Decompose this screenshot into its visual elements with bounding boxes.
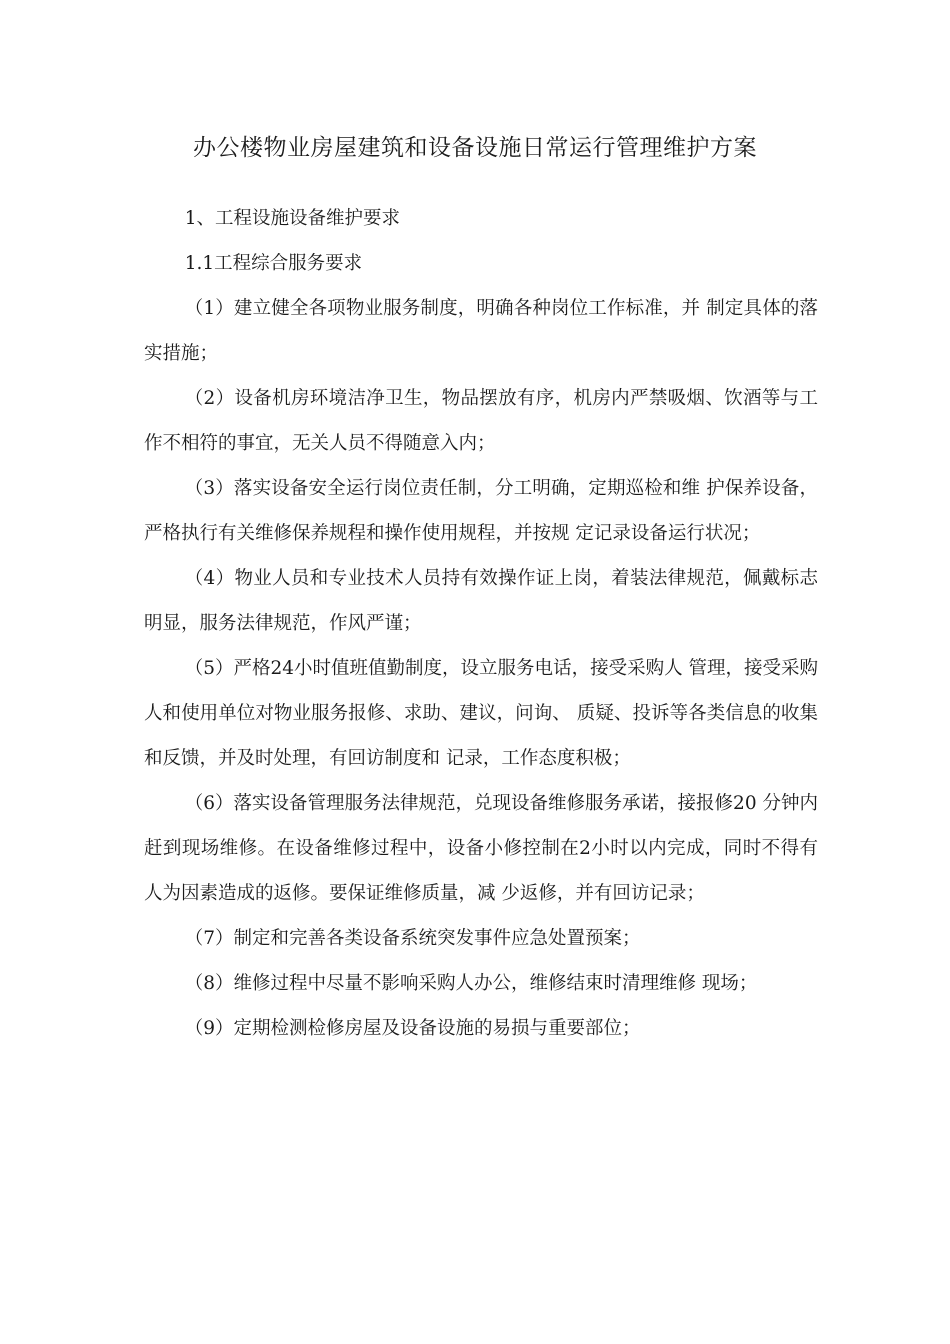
- section-heading: 1、工程设施设备维护要求: [184, 208, 400, 229]
- list-item: （1）建立健全各项物业服务制度，明确各种岗位工作标准，并 制定具体的落实措施；: [144, 298, 818, 364]
- list-item: （7）制定和完善各类设备系统突发事件应急处置预案；: [184, 928, 641, 949]
- list-item: （3）落实设备安全运行岗位责任制，分工明确，定期巡检和维 护保养设备，严格执行有关维修保养规程和操作使用规程，并按规 定记录设备运行状况；: [144, 478, 818, 544]
- list-item: （6）落实设备管理服务法律规范，兑现设备维修服务承诺，接报修20 分钟内赶到现场维修。在设备维修过程中，设备小修控制在2小时以内完成，同时不得有人为因素造成的返修。要保证维修质量，减 少返修，并有回访记录；: [144, 793, 818, 904]
- list-item: （9）定期检测检修房屋及设备设施的易损与重要部位；: [184, 1018, 641, 1039]
- subsection-heading: 1.1工程综合服务要求: [184, 253, 363, 274]
- list-item: （2）设备机房环境洁净卫生，物品摆放有序，机房内严禁吸烟、饮酒等与工作不相符的事宜，无关人员不得随意入内；: [144, 388, 818, 454]
- list-item: （4）物业人员和专业技术人员持有效操作证上岗，着装法律规范，佩戴标志明显，服务法律规范，作风严谨；: [144, 568, 818, 634]
- list-item: （8）维修过程中尽量不影响采购人办公，维修结束时清理维修 现场；: [184, 973, 758, 994]
- list-item: （5）严格24小时值班值勤制度，设立服务电话，接受采购人 管理，接受采购人和使用单位对物业服务报修、求助、建议，问询、 质疑、投诉等各类信息的收集和反馈，并及时处理，有回访制度和 记录，工作态度积极；: [144, 658, 818, 769]
- document-title: 办公楼物业房屋建筑和设备设施日常运行管理维护方案: [193, 135, 757, 161]
- document-body: [144, 196, 818, 1051]
